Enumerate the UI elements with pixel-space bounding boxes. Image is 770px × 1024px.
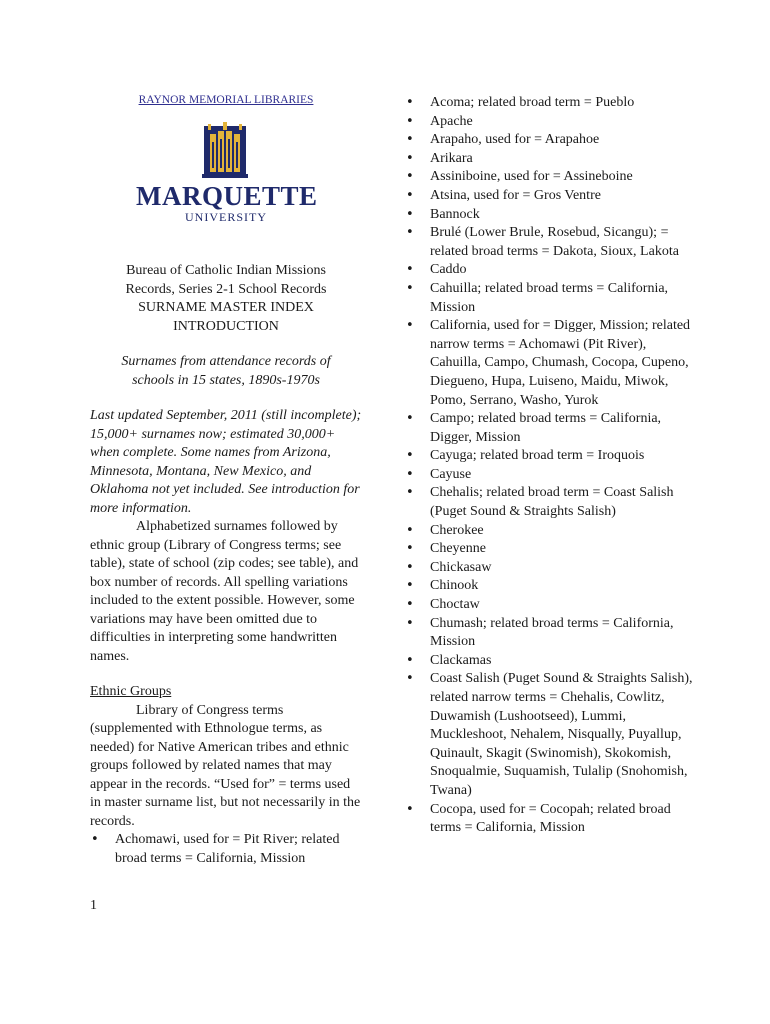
right-column <box>405 94 695 838</box>
logo-subtext: UNIVERSITY <box>185 210 267 224</box>
list-item: • Cayuga; related broad term = Iroquois <box>405 447 695 466</box>
list-item: • Arapaho, used for = Arapahoe <box>405 131 695 150</box>
list-item: • Clackamas <box>405 652 695 671</box>
list-item: • Cherokee <box>405 522 695 541</box>
list-item: • Bannock <box>405 206 695 225</box>
intro-paragraph: Alphabetized surnames followed by ethnic group (Library of Congress terms; see table), state of school (zip codes; see table), and box number of records. All spelling variations included to the extent possible. However, some variations may have been omitted due to difficulties in interpreting some handwritten names. <box>90 519 359 664</box>
list-item: • Acoma; related broad term = Pueblo <box>405 94 695 113</box>
list-item: • Chumash; related broad terms = California, Mission <box>405 615 695 652</box>
list-item: • Brulé (Lower Brule, Rosebud, Sicangu); = related broad terms = Dakota, Sioux, Lakota <box>405 224 695 261</box>
list-item: • Cayuse <box>405 466 695 485</box>
title-line: SURNAME MASTER INDEX <box>138 300 314 315</box>
list-item: • Coast Salish (Puget Sound & Straights Salish), related narrow terms = Chehalis, Cowlitz, Duwamish (Lushootseed), Lummi, Muckleshoot, Nehalem, Nisqually, Puyallup, Quinault, Skagit (Swinomish), Skokomish, Snoqualmie, Suquamish, Tulalip (Snohomish, Twana) <box>405 670 695 800</box>
ethnic-groups-heading: Ethnic Groups <box>90 684 172 699</box>
list-item: • Choctaw <box>405 596 695 615</box>
list-item: • Atsina, used for = Gros Ventre <box>405 187 695 206</box>
subtitle-line: schools in 15 states, 1890s-1970s <box>132 372 320 388</box>
logo-wordmark: MARQUETTE <box>136 181 318 211</box>
title-line: INTRODUCTION <box>173 318 279 334</box>
right-bullet-list <box>405 94 695 838</box>
document-subtitle <box>90 353 362 390</box>
list-item: • Arikara <box>405 150 695 169</box>
list-item: • California, used for = Digger, Mission; related narrow terms = Achomawi (Pit River), Cahuilla, Campo, Chumash, Cocopa, Cupeno, Diegueno, Hupa, Luiseno, Maidu, Miwok, Pomo, Serrano, Washo, Yurok <box>405 317 695 410</box>
page-number: 1 <box>90 898 97 913</box>
list-item: • Chickasaw <box>405 559 695 578</box>
title-line: Records, Series 2-1 School Records <box>125 281 327 297</box>
list-item: • Cocopa, used for = Cocopah; related broad terms = California, Mission <box>405 801 695 838</box>
left-bullet-list <box>90 831 362 868</box>
raynor-libraries-link[interactable]: RAYNOR MEMORIAL LIBRARIES <box>138 94 314 106</box>
list-item: • Chinook <box>405 577 695 596</box>
list-item: • Caddo <box>405 261 695 280</box>
status-paragraph: Last updated September, 2011 (still incomplete); 15,000+ surnames now; estimated 30,000+ when complete. Some names from Arizona, Minnesota, Montana, New Mexico, and Oklahoma not yet included. See introduction for more information. <box>90 408 362 516</box>
marquette-logo <box>136 122 316 222</box>
ethnic-groups-paragraph: Library of Congress terms (supplemented with Ethnologue terms, as needed) for Native American tribes and ethnic groups followed by related names that may appear in the records. “Used for” = terms used in master surname list, but not necessarily in the records. <box>90 702 361 829</box>
list-item: • Cheyenne <box>405 540 695 559</box>
list-item: • Cahuilla; related broad terms = California, Mission <box>405 280 695 317</box>
document-title <box>90 262 362 336</box>
left-column <box>90 92 362 868</box>
list-item: • Chehalis; related broad term = Coast Salish (Puget Sound & Straights Salish) <box>405 484 695 521</box>
list-item: • Achomawi, used for = Pit River; related broad terms = California, Mission <box>90 831 362 868</box>
list-item: • Apache <box>405 113 695 132</box>
subtitle-line: Surnames from attendance records of <box>121 354 331 369</box>
tower-emblem-icon <box>202 122 248 178</box>
list-item: • Assiniboine, used for = Assineboine <box>405 168 695 187</box>
title-line: Bureau of Catholic Indian Missions <box>126 263 326 278</box>
list-item: • Campo; related broad terms = California, Digger, Mission <box>405 410 695 447</box>
